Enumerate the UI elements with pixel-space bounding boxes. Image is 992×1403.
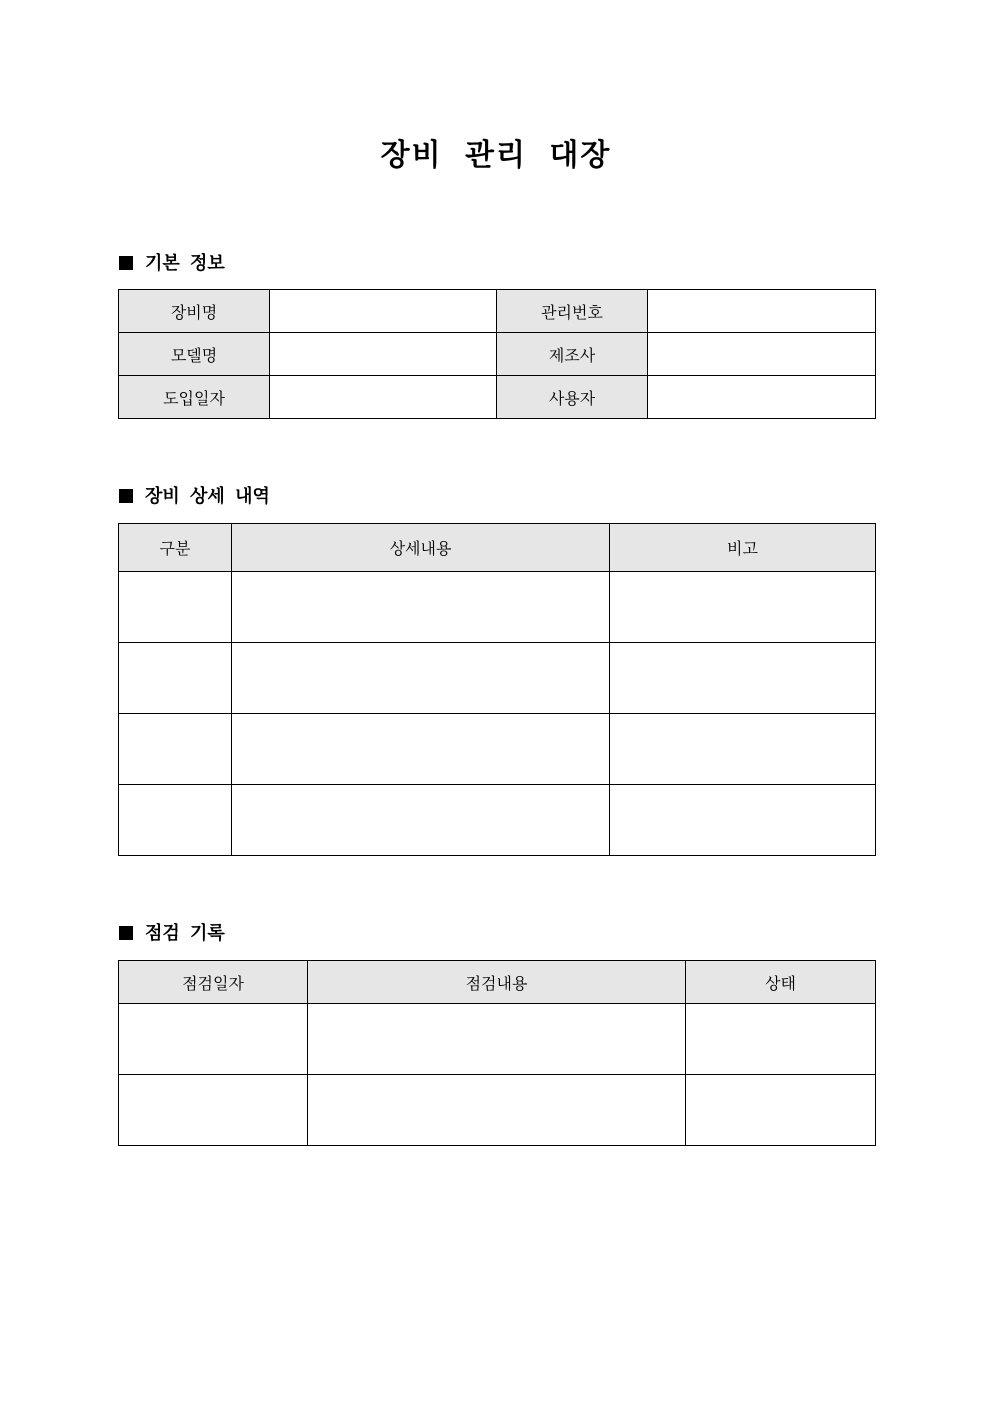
square-bullet-icon <box>119 489 133 503</box>
manufacturer-label: 제조사 <box>497 333 648 376</box>
details-cell[interactable] <box>232 785 610 856</box>
column-header-inspection-content: 점검내용 <box>308 961 686 1004</box>
table-row <box>119 1004 876 1075</box>
table-row <box>119 643 876 714</box>
inspection-date-cell[interactable] <box>119 1004 308 1075</box>
equipment-name-label: 장비명 <box>119 290 270 333</box>
manufacturer-field[interactable] <box>648 333 876 376</box>
column-header-status: 상태 <box>686 961 876 1004</box>
remarks-cell[interactable] <box>610 785 876 856</box>
inspection-content-cell[interactable] <box>308 1075 686 1146</box>
section-heading-label: 장비 상세 내역 <box>145 486 270 507</box>
remarks-cell[interactable] <box>610 714 876 785</box>
user-label: 사용자 <box>497 376 648 419</box>
column-header-remarks: 비고 <box>610 524 876 572</box>
introduction-date-field[interactable] <box>270 376 497 419</box>
category-cell[interactable] <box>119 572 232 643</box>
details-cell[interactable] <box>232 572 610 643</box>
table-row <box>119 714 876 785</box>
inspection-records-table <box>118 960 876 1146</box>
inspection-date-cell[interactable] <box>119 1075 308 1146</box>
column-header-details: 상세내용 <box>232 524 610 572</box>
table-row <box>119 785 876 856</box>
section-heading-equipment-details <box>119 485 270 509</box>
square-bullet-icon <box>119 926 133 940</box>
category-cell[interactable] <box>119 714 232 785</box>
inspection-content-cell[interactable] <box>308 1004 686 1075</box>
remarks-cell[interactable] <box>610 572 876 643</box>
column-header-inspection-date: 점검일자 <box>119 961 308 1004</box>
section-heading-inspection-records <box>119 922 225 946</box>
user-field[interactable] <box>648 376 876 419</box>
basic-info-table <box>118 289 876 419</box>
equipment-name-field[interactable] <box>270 290 497 333</box>
introduction-date-label: 도입일자 <box>119 376 270 419</box>
table-header-row <box>119 961 876 1004</box>
table-row <box>119 290 876 333</box>
model-name-field[interactable] <box>270 333 497 376</box>
section-heading-label: 점검 기록 <box>145 923 225 944</box>
status-cell[interactable] <box>686 1075 876 1146</box>
page-title: 장비 관리 대장 <box>380 138 612 173</box>
section-heading-basic-info <box>119 252 225 276</box>
status-cell[interactable] <box>686 1004 876 1075</box>
management-number-label: 관리번호 <box>497 290 648 333</box>
column-header-category: 구분 <box>119 524 232 572</box>
details-cell[interactable] <box>232 714 610 785</box>
model-name-label: 모델명 <box>119 333 270 376</box>
table-row <box>119 1075 876 1146</box>
remarks-cell[interactable] <box>610 643 876 714</box>
category-cell[interactable] <box>119 785 232 856</box>
section-heading-label: 기본 정보 <box>145 253 225 274</box>
equipment-details-table <box>118 523 876 856</box>
table-row <box>119 572 876 643</box>
table-header-row <box>119 524 876 572</box>
square-bullet-icon <box>119 256 133 270</box>
table-row <box>119 333 876 376</box>
table-row <box>119 376 876 419</box>
category-cell[interactable] <box>119 643 232 714</box>
management-number-field[interactable] <box>648 290 876 333</box>
details-cell[interactable] <box>232 643 610 714</box>
